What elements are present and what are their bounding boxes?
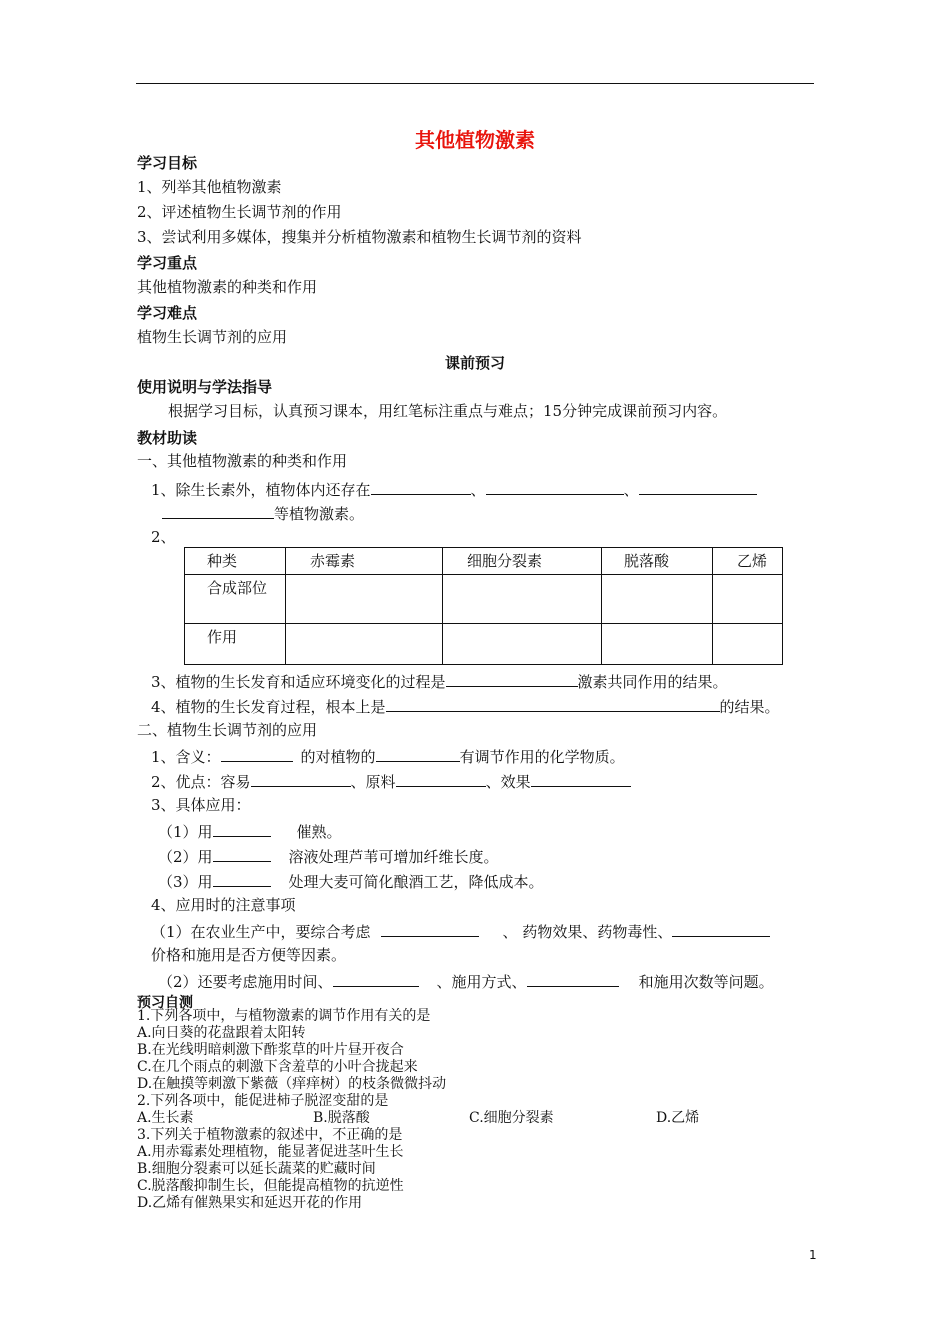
table-cell: 脱落酸 (602, 548, 713, 575)
definition-line (151, 745, 625, 767)
page-title: 其他植物激素 (415, 128, 535, 152)
table-cell: 乙烯 (713, 548, 783, 575)
blank[interactable] (221, 745, 293, 762)
q3-line (151, 670, 728, 692)
quiz-line: 3.下列关于植物激素的叙述中，不正确的是 (137, 1127, 403, 1143)
application-item (158, 845, 499, 867)
table-cell: 作用 (185, 624, 286, 665)
table-cell[interactable] (602, 624, 713, 665)
quiz-line: D.乙烯有催熟果实和延迟开花的作用 (137, 1195, 363, 1211)
quiz-line: C.在几个雨点的刺激下含羞草的小叶合拢起来 (137, 1059, 418, 1075)
item-text: 催熟。 (296, 823, 342, 841)
table-cell[interactable] (713, 624, 783, 665)
hormone-table (184, 547, 783, 665)
application-item (158, 820, 342, 842)
q1-line (151, 478, 757, 500)
page-number: 1 (809, 1248, 817, 1262)
goal-item: 2、评述植物生长调节剂的作用 (137, 203, 342, 221)
note-text: 、施用方式、 (436, 973, 527, 991)
q4-line (151, 695, 780, 717)
advantages-text: 、原料 (350, 773, 396, 791)
blank[interactable] (251, 770, 351, 787)
q4-text: 4、植物的生长发育过程，根本上是 (151, 698, 386, 716)
q3-end: 激素共同作用的结果。 (577, 673, 728, 691)
definition-label: 1、含义： (151, 748, 221, 766)
q1-line2 (162, 502, 364, 524)
blank[interactable] (531, 770, 631, 787)
definition-text: 的对植物的 (300, 748, 376, 766)
note-text: （2）还要考虑施用时间、 (158, 973, 333, 991)
table-cell[interactable] (443, 575, 602, 624)
blank[interactable] (381, 920, 479, 937)
goals-heading: 学习目标 (137, 154, 198, 172)
table-cell: 合成部位 (185, 575, 286, 624)
blank[interactable] (213, 870, 271, 887)
part2-heading: 二、植物生长调节剂的应用 (137, 721, 318, 739)
quiz-line: D.在触摸等刺激下紫薇（痒痒树）的枝条微微抖动 (137, 1076, 447, 1092)
q1-end: 等植物激素。 (274, 505, 365, 523)
table-cell[interactable] (443, 624, 602, 665)
table-cell: 赤霉素 (286, 548, 443, 575)
key-heading: 学习重点 (137, 254, 198, 272)
note-text: 和施用次数等问题。 (638, 973, 774, 991)
item-label: （3）用 (158, 873, 213, 891)
table-cell[interactable] (713, 575, 783, 624)
separator: 、 (470, 481, 486, 499)
blank[interactable] (162, 502, 274, 519)
quiz-line: A.用赤霉素处理植物，能显著促进茎叶生长 (137, 1144, 404, 1160)
table-row (185, 575, 783, 624)
table-row (185, 548, 783, 575)
blank[interactable] (333, 970, 419, 987)
blank[interactable] (486, 478, 624, 495)
note-line-2: 价格和施用是否方便等因素。 (151, 946, 347, 964)
note-text: （1）在农业生产中，要综合考虑 (151, 923, 371, 941)
quiz-option: A.生长素 (137, 1110, 194, 1126)
quiz-line: 2.下列各项中，能促进柿子脱涩变甜的是 (137, 1093, 389, 1109)
quiz-line: B.在光线明暗刺激下酢浆草的叶片昼开夜合 (137, 1042, 404, 1058)
item-text: 溶液处理芦苇可增加纤维长度。 (288, 848, 499, 866)
quiz-line: B.细胞分裂素可以延长蔬菜的贮藏时间 (137, 1161, 376, 1177)
blank[interactable] (213, 845, 271, 862)
application-item (158, 870, 544, 892)
usage-heading: 使用说明与学法指导 (137, 378, 273, 396)
blank[interactable] (639, 478, 757, 495)
table-cell[interactable] (286, 624, 443, 665)
self-test-heading: 预习自测 (137, 995, 193, 1011)
item-label: （2）用 (158, 848, 213, 866)
note-line (151, 920, 770, 942)
advantages-line (151, 770, 631, 792)
quiz-line: C.脱落酸抑制生长，但能提高植物的抗逆性 (137, 1178, 404, 1194)
guide-heading: 教材助读 (137, 429, 198, 447)
quiz-option: C.细胞分裂素 (469, 1110, 554, 1126)
separator: 、 (623, 481, 639, 499)
note-line (158, 970, 774, 992)
quiz-line: 1.下列各项中，与植物激素的调节作用有关的是 (137, 1008, 431, 1024)
goal-item: 3、尝试利用多媒体，搜集并分析植物激素和植物生长调节剂的资料 (137, 228, 582, 246)
blank[interactable] (213, 820, 271, 837)
advantages-text: 、效果 (485, 773, 531, 791)
q4-end: 的结果。 (719, 698, 780, 716)
blank[interactable] (376, 745, 460, 762)
blank[interactable] (672, 920, 770, 937)
quiz-option: D.乙烯 (656, 1110, 700, 1126)
blank[interactable] (527, 970, 619, 987)
application-heading: 3、具体应用： (151, 796, 251, 814)
table-cell[interactable] (602, 575, 713, 624)
preview-heading: 课前预习 (444, 354, 505, 372)
quiz-line: A.向日葵的花盘跟着太阳转 (137, 1025, 306, 1041)
q3-text: 3、植物的生长发育和适应环境变化的过程是 (151, 673, 446, 691)
blank[interactable] (396, 770, 486, 787)
blank[interactable] (386, 695, 720, 712)
key-text: 其他植物激素的种类和作用 (137, 278, 318, 296)
table-row (185, 624, 783, 665)
blank[interactable] (371, 478, 471, 495)
quiz-option: B.脱落酸 (313, 1110, 370, 1126)
blank[interactable] (446, 670, 578, 687)
header-rule (136, 83, 814, 84)
goal-item: 1、列举其他植物激素 (137, 178, 282, 196)
q2-label: 2、 (151, 528, 176, 546)
definition-end: 有调节作用的化学物质。 (459, 748, 625, 766)
item-text: 处理大麦可简化酿酒工艺，降低成本。 (288, 873, 544, 891)
notes-heading: 4、应用时的注意事项 (151, 896, 296, 914)
note-text: 、 药物效果、药物毒性、 (502, 923, 673, 941)
item-label: （1）用 (158, 823, 213, 841)
difficulty-text: 植物生长调节剂的应用 (137, 328, 288, 346)
part1-heading: 一、其他植物激素的种类和作用 (137, 452, 348, 470)
table-cell[interactable] (286, 575, 443, 624)
difficulty-heading: 学习难点 (137, 304, 198, 322)
usage-text: 根据学习目标，认真预习课本，用红笔标注重点与难点；15分钟完成课前预习内容。 (168, 402, 728, 420)
advantages-label: 2、优点：容易 (151, 773, 251, 791)
table-cell: 细胞分裂素 (443, 548, 602, 575)
q1-text: 1、除生长素外，植物体内还存在 (151, 481, 371, 499)
table-cell: 种类 (185, 548, 286, 575)
